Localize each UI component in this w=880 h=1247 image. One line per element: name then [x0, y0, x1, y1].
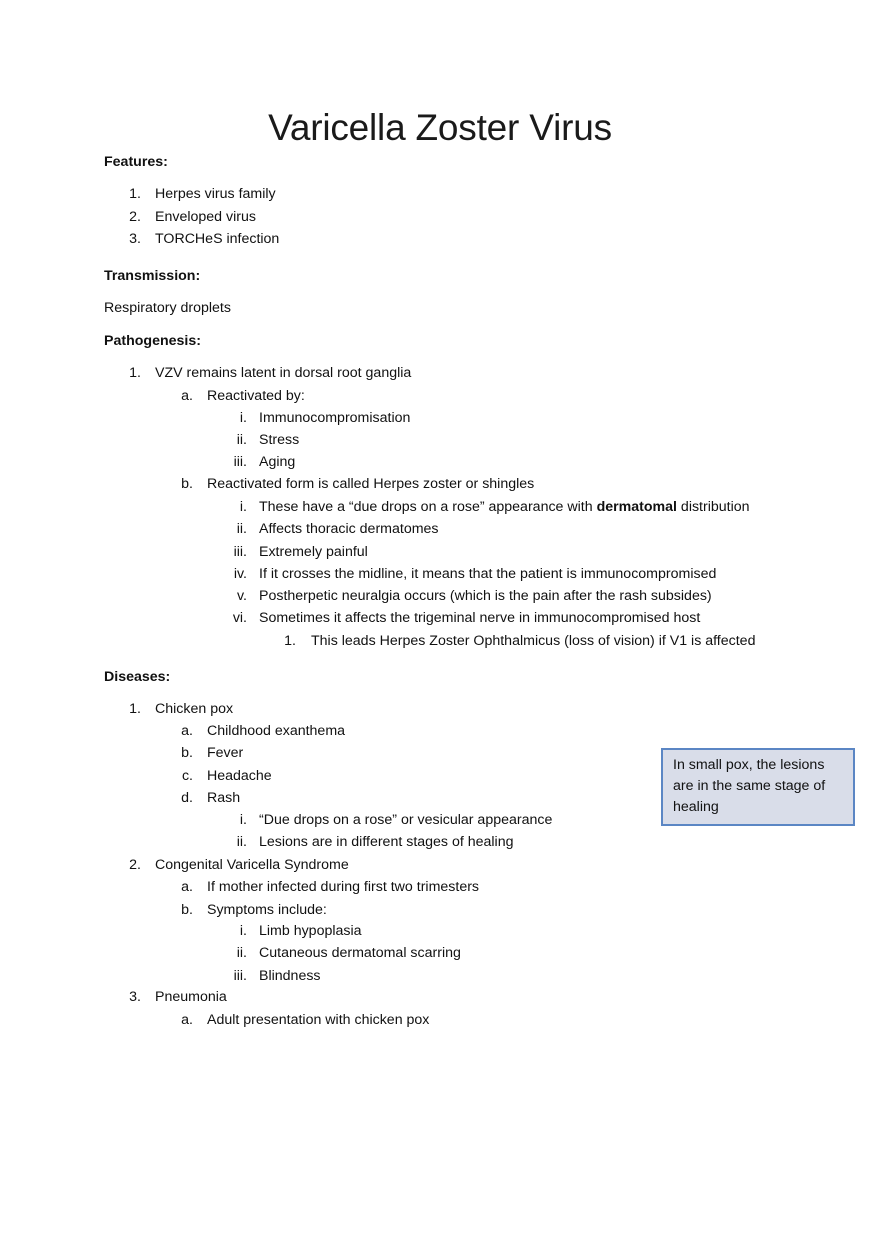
- list-item-text: “Due drops on a rose” or vesicular appearance: [259, 812, 553, 828]
- list-item-text: Affects thoracic dermatomes: [259, 521, 439, 537]
- list-marker: ii.: [236, 834, 247, 850]
- list-item: [120, 185, 276, 203]
- list-item-text: Lesions are in different stages of healing: [259, 834, 514, 850]
- transmission-text: Respiratory droplets: [104, 300, 231, 316]
- list-marker: 1.: [129, 701, 141, 717]
- list-item-text: If it crosses the midline, it means that the patient is immunocompromised: [259, 566, 717, 582]
- list-item: [222, 609, 701, 627]
- list-marker: a.: [181, 1012, 193, 1028]
- list-item: [170, 744, 244, 762]
- list-item-text: Reactivated form is called Herpes zoster or shingles: [207, 476, 535, 492]
- list-item: [222, 409, 411, 427]
- transmission-heading: Transmission:: [104, 268, 201, 284]
- list-item: [120, 208, 256, 226]
- list-marker: 1.: [129, 365, 141, 381]
- list-item-text: Chicken pox: [155, 701, 234, 717]
- list-item: [120, 700, 234, 718]
- list-marker: i.: [239, 812, 247, 828]
- diseases-heading: Diseases:: [104, 669, 171, 685]
- list-marker: iii.: [233, 968, 247, 984]
- list-item: [222, 498, 750, 516]
- list-marker: iii.: [233, 454, 247, 470]
- list-marker: vi.: [232, 610, 247, 626]
- list-item: [170, 789, 241, 807]
- list-item: [120, 988, 227, 1006]
- list-marker: a.: [181, 723, 193, 739]
- list-marker: i.: [239, 499, 247, 515]
- list-item-text: Aging: [259, 454, 296, 470]
- list-marker: a.: [181, 879, 193, 895]
- list-item-text: Enveloped virus: [155, 209, 256, 225]
- list-item: [222, 944, 461, 962]
- list-marker: b.: [181, 745, 193, 761]
- list-marker: iv.: [233, 566, 247, 582]
- list-item: [222, 453, 296, 471]
- list-item: [222, 543, 368, 561]
- list-item: [170, 878, 480, 896]
- list-marker: c.: [181, 768, 193, 784]
- list-item-text: Childhood exanthema: [207, 723, 346, 739]
- list-item-text: Stress: [259, 432, 300, 448]
- list-marker: 3.: [129, 231, 141, 247]
- list-item: [170, 387, 305, 405]
- list-item-text: Limb hypoplasia: [259, 923, 362, 939]
- list-item: [222, 833, 514, 851]
- pathogenesis-heading: Pathogenesis:: [104, 333, 201, 349]
- list-marker: b.: [181, 902, 193, 918]
- list-item-text: VZV remains latent in dorsal root ganglia: [155, 365, 412, 381]
- list-item: [170, 901, 327, 919]
- list-marker: 3.: [129, 989, 141, 1005]
- list-item: [274, 632, 756, 650]
- list-item-text: Congenital Varicella Syndrome: [155, 857, 349, 873]
- list-item-text: Herpes virus family: [155, 186, 276, 202]
- emphasis-text: dermatomal: [596, 499, 677, 515]
- list-item: [222, 565, 717, 583]
- list-item-text: Headache: [207, 768, 272, 784]
- list-marker: 2.: [129, 209, 141, 225]
- list-marker: 1.: [129, 186, 141, 202]
- list-item: [120, 856, 349, 874]
- list-item-text: Adult presentation with chicken pox: [207, 1012, 430, 1028]
- list-item: [170, 475, 535, 493]
- list-marker: ii.: [236, 521, 247, 537]
- list-marker: i.: [239, 410, 247, 426]
- list-item-text: Cutaneous dermatomal scarring: [259, 945, 461, 961]
- list-item: [222, 520, 439, 538]
- list-item: [222, 587, 712, 605]
- list-item: [170, 767, 272, 785]
- list-item-text: Extremely painful: [259, 544, 368, 560]
- list-item-text: Sometimes it affects the trigeminal nerve in immunocompromised host: [259, 610, 701, 626]
- list-item: [170, 1011, 430, 1029]
- list-marker: 1.: [284, 633, 296, 649]
- features-heading: Features:: [104, 154, 168, 170]
- list-item-text: Blindness: [259, 968, 321, 984]
- page-title: Varicella Zoster Virus: [268, 107, 612, 148]
- list-marker: ii.: [236, 432, 247, 448]
- list-item-text: Fever: [207, 745, 244, 761]
- list-marker: i.: [239, 923, 247, 939]
- list-item-text: Symptoms include:: [207, 902, 327, 918]
- list-item-text: Postherpetic neuralgia occurs (which is the pain after the rash subsides): [259, 588, 712, 604]
- list-item: [222, 967, 321, 985]
- list-marker: 2.: [129, 857, 141, 873]
- list-marker: d.: [181, 790, 193, 806]
- list-item: [120, 364, 412, 382]
- list-item-text: This leads Herpes Zoster Ophthalmicus (loss of vision) if V1 is affected: [311, 633, 756, 649]
- side-note-box: [661, 748, 855, 826]
- list-marker: v.: [237, 588, 247, 604]
- list-item-text: TORCHeS infection: [155, 231, 280, 247]
- list-item-text: Rash: [207, 790, 241, 806]
- list-item-text: Reactivated by:: [207, 388, 305, 404]
- list-item: [222, 431, 300, 449]
- list-marker: b.: [181, 476, 193, 492]
- side-note-text: In small pox, the lesions are in the same stage of healing: [673, 757, 826, 815]
- list-item: [222, 811, 553, 829]
- list-item-text: These have a “due drops on a rose” appearance with dermatomal distribution: [259, 499, 750, 515]
- list-item: [222, 922, 362, 940]
- list-marker: iii.: [233, 544, 247, 560]
- list-item-text: Immunocompromisation: [259, 410, 411, 426]
- list-item-text: Pneumonia: [155, 989, 227, 1005]
- list-item: [170, 722, 346, 740]
- list-item: [120, 230, 280, 248]
- list-marker: ii.: [236, 945, 247, 961]
- list-item-text: If mother infected during first two trimesters: [207, 879, 480, 895]
- list-marker: a.: [181, 388, 193, 404]
